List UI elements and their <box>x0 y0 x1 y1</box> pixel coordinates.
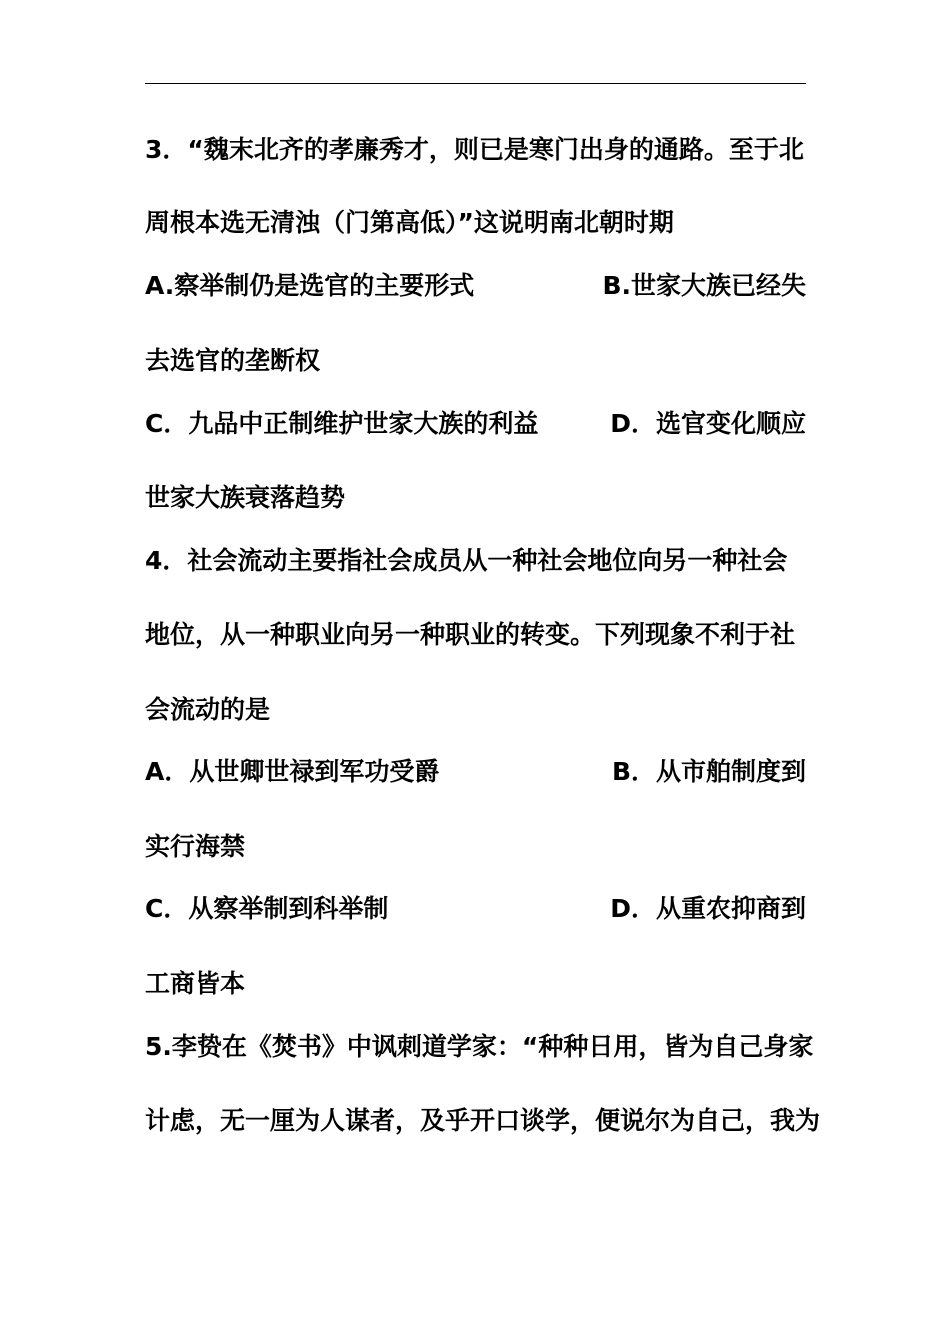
q3-option-a[interactable]: A.察举制仍是选官的主要形式 <box>145 271 475 300</box>
q3-option-b[interactable]: B.世家大族已经失 <box>602 271 806 300</box>
q4-stem-line-3: 会流动的是 <box>145 695 271 724</box>
q3-option-d[interactable]: D．选官变化顺应 <box>610 409 806 438</box>
q4-option-d[interactable]: D．从重农抑商到 <box>610 894 806 923</box>
q5-stem-line-1: 5.李贽在《焚书》中讽刺道学家：“种种日用，皆为自己身家 <box>145 1032 814 1061</box>
q5-stem-line-2: 计虑，无一厘为人谋者，及乎开口谈学，便说尔为自己，我为 <box>145 1106 821 1135</box>
header-rule <box>145 83 806 84</box>
q3-stem-line-2: 周根本选无清浊（门第高低）”这说明南北朝时期 <box>145 208 674 237</box>
q4-option-a[interactable]: A．从世卿世禄到军功受爵 <box>145 757 440 786</box>
q3-option-c[interactable]: C．九品中正制维护世家大族的利益 <box>145 409 539 438</box>
q3-option-b-continued: 去选官的垄断权 <box>145 346 321 375</box>
q4-stem-line-1: 4．社会流动主要指社会成员从一种社会地位向另一种社会 <box>145 546 788 575</box>
q4-option-b-continued: 实行海禁 <box>145 832 246 861</box>
q3-options-row-1 <box>145 266 806 306</box>
q4-options-row-1 <box>145 752 806 792</box>
q4-stem-line-2: 地位，从一种职业向另一种职业的转变。下列现象不利于社 <box>145 620 796 649</box>
q3-options-row-2 <box>145 404 806 444</box>
q4-option-d-continued: 工商皆本 <box>145 969 246 998</box>
q4-option-c[interactable]: C．从察举制到科举制 <box>145 894 389 923</box>
q4-options-row-2 <box>145 889 806 929</box>
q3-stem-line-1: 3．“魏末北齐的孝廉秀才，则已是寒门出身的通路。至于北 <box>145 135 804 164</box>
q3-option-d-continued: 世家大族衰落趋势 <box>145 483 346 512</box>
q4-option-b[interactable]: B．从市舶制度到 <box>611 757 806 786</box>
